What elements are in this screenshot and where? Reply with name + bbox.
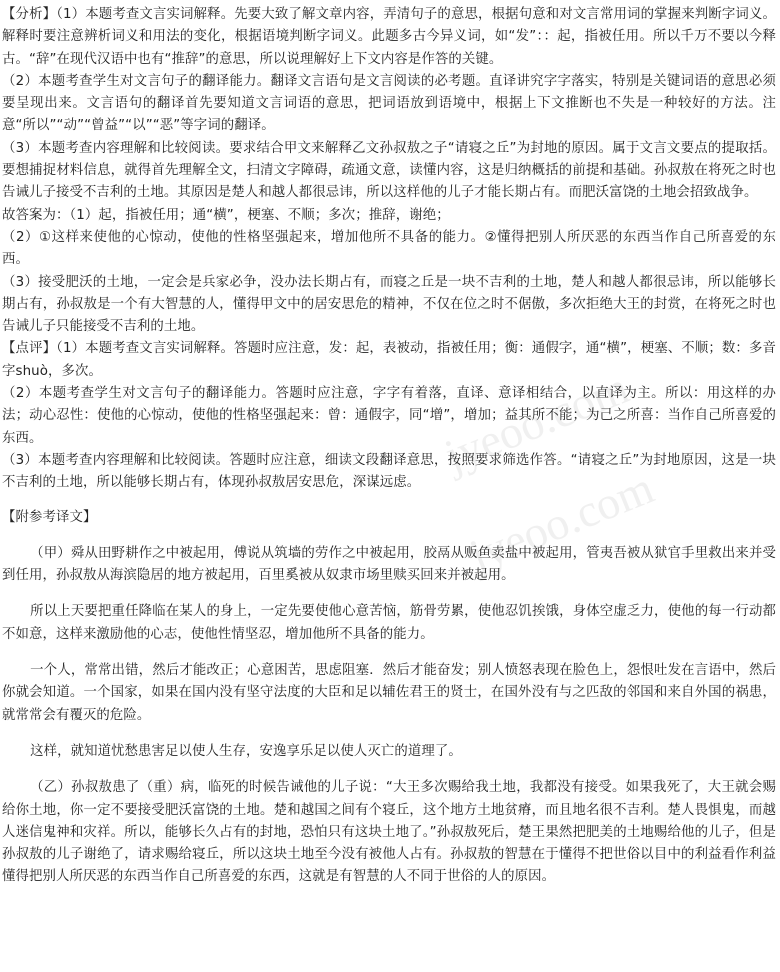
reference-title: 【附参考译文】 xyxy=(2,509,97,525)
reference-paragraph-yi: （乙）孙叔敖患了（重）病，临死的时候告诫他的儿子说：“大王多次赐给我土地，我都没有接受。如果我死了，大王就会赐给你土地，你一定不要接受肥沃富饶的土地。楚和越国之间有个寝丘，这个地方土地贫瘠，而且地名很不吉利。楚人畏惧鬼，而越人迷信鬼神和灾祥。所以，能够长久占有的封地，恐怕只有这块土地了。”孙叔敖死后，楚王果然把肥美的土地赐给他的儿子，但是孙叔敖的儿子谢绝了，请求赐给寝丘，所以这块土地至今没有被他人占有。孙叔敖的智慧在于懂得不把世俗以目中的利益看作利益懂得把别人所厌恶的东西当作自己所喜爱的东西，这就是有智慧的人不同于世俗的人的原因。 xyxy=(2,780,776,885)
answer-line-1: 故答案为：（1）起，指被任用；通“横”，梗塞、不顺；多次；推辞，谢绝； xyxy=(2,207,450,223)
reference-paragraph-3: 一个人，常常出错，然后才能改正；心意困苦，思虑阻塞．然后才能奋发；别人愤怒表现在脸色上，怨恨吐发在言语中，然后你就会知道。一个国家，如果在国内没有坚守法度的大臣和足以辅佐君王的贤士，在国外没有与之匹敌的邻国和来自外国的祸患，就常常会有覆灭的危险。 xyxy=(2,663,776,723)
comment-part-1: 【点评】（1）本题考查文言实词解释。答题时应注意，发：起，表被动，指被任用；衡：通假字，通“横”，梗塞、不顺；数：多音字shuò，多次。 xyxy=(2,341,776,379)
watermark: jyeoo.com xyxy=(462,461,661,582)
answer-line-2: （2）①这样来使他的心惊动，使他的性格坚强起来，增加他所不具备的能力。②懂得把别人所厌恶的东西当作自己所喜爱的东西。 xyxy=(2,229,776,268)
watermark: jyeoo.com xyxy=(437,361,636,482)
reference-paragraph-jia: （甲）舜从田野耕作之中被起用，傅说从筑墙的劳作之中被起用，胶鬲从贩鱼卖盐中被起用，管夷吾被从狱官手里救出来并受到任用，孙叔敖从海滨隐居的地方被起用，百里奚被从奴隶市场里赎买回来并被起用。 xyxy=(2,545,776,584)
reference-paragraph-4: 这样，就知道忧愁患害足以使人生存，安逸享乐足以使人灭亡的道理了。 xyxy=(30,743,462,759)
analysis-part-1: 【分析】（1）本题考查文言实词解释。先要大致了解文章内容，弄清句子的意思，根据句意和对文言常用词的掌握来判断字词义。解释时要注意辨析词义和用法的变化，根据语境判断字词义。此题多古今异义词，如“发”：：起，指被任用。所以千万不要以今释古。“辞”在现代汉语中也有“推辞”的意思，所以说理解好上下文内容是作答的关键。 xyxy=(2,7,776,67)
answer-line-3: （3）接受肥沃的土地，一定会是兵家必争，没办法长期占有，而寝之丘是一块不吉利的土地，楚人和越人都很忌讳，所以能够长期占有，孙叔敖是一个有大智慧的人，懂得甲文中的居安思危的精神，不仅在位之时不倨傲，多次拒绝大王的封赏，在将死之时也告诫儿子只能接受不吉利的土地。 xyxy=(2,274,776,335)
comment-part-3: （3）本题考查内容理解和比较阅读。答题时应注意，细读文段翻译意思，按照要求筛选作答。“请寝之丘”为封地原因，这是一块不吉利的土地，所以能够长期占有，体现孙叔敖居安思危，深谋远虑。 xyxy=(2,452,776,491)
comment-part-2: （2）本题考查学生对文言句子的翻译能力。答题时应注意，字字有着落，直译、意译相结合，以直译为主。所以：用这样的办法；动心忍性：使他的心惊动，使他的性格坚强起来：曾：通假字，同“增”，增加；益其所不能；为己之所喜：当作自己所喜爱的东西。 xyxy=(2,386,776,446)
analysis-part-2: （2）本题考查学生对文言句子的翻译能力。翻译文言语句是文言阅读的必考题。直译讲究字字落实，特别是关键词语的意思必须要呈现出来。文言语句的翻译首先要知道文言词语的意思，把词语放到语境中，根据上下文推断也不失是一种较好的方法。注意“所以”“动”“曾益”“以”“恶”等字词的翻译。 xyxy=(2,73,776,134)
analysis-part-3: （3）本题考查内容理解和比较阅读。要求结合甲文来解释乙文孙叔敖之子“请寝之丘”为封地的原因。属于文言文要点的提取括。要想捕捉材料信息，就得首先理解全文，扫清文字障碍，疏通文意，读懂内容，这是归纳概括的前提和基础。孙叔敖在将死之时也告诫儿子接受不吉利的土地。其原因是楚人和越人都很忌讳，所以这样他的儿子才能长期占有。而肥沃富饶的土地会招致战争。 xyxy=(2,140,776,201)
reference-paragraph-2: 所以上天要把重任降临在某人的身上，一定先要使他心意苦恼，筋骨劳累，使他忍饥挨饿，身体空虚乏力，使他的每一行动都不如意，这样来激励他的心志，使他性情坚忍，增加他所不具备的能力。 xyxy=(2,604,776,642)
